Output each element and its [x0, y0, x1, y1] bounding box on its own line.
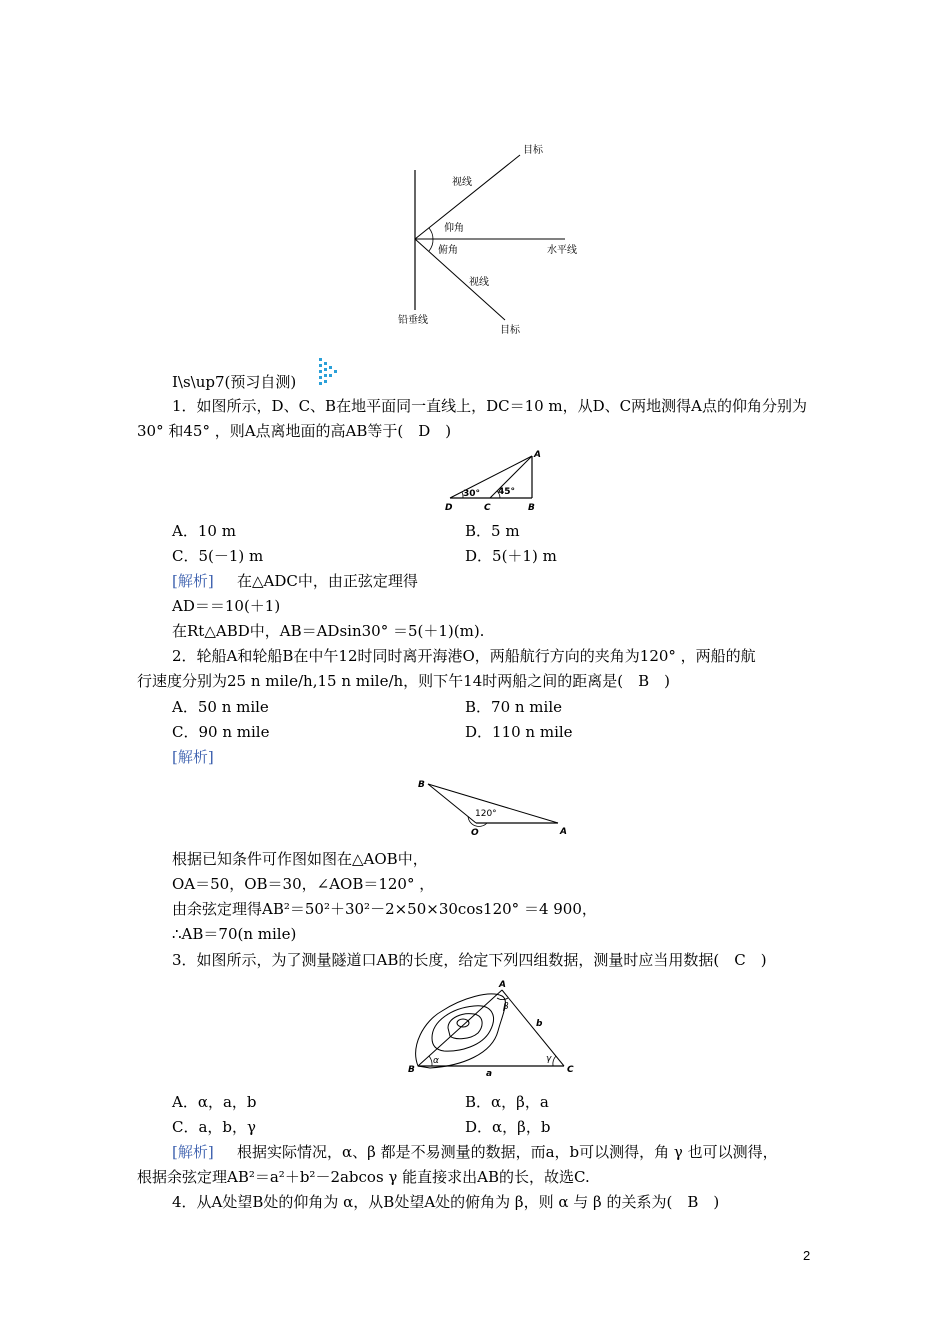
target-bottom-label: 目标	[500, 325, 520, 336]
q2-solution-line4: ∴AB＝70(n mile)	[172, 925, 297, 943]
arrow-icon	[317, 356, 341, 388]
q3-label-B: B	[408, 1065, 415, 1075]
q1-solution-line2: AD＝＝10(＋1)	[172, 597, 281, 615]
q2-label-O: O	[471, 828, 479, 838]
q3-solution-tag: [解析]	[172, 1143, 214, 1161]
q3-line1: 3．如图所示，为了测量隧道口AB的长度，给定下列四组数据，测量时应当用数据( C )	[172, 951, 767, 969]
q2-option-c: C．90 n mile	[172, 723, 270, 741]
q2-angle-120: 120°	[475, 809, 497, 819]
q2-solution-line1: 根据已知条件可作图如图在△AOB中，	[172, 850, 428, 868]
q1-option-c: C．5(－1) m	[172, 547, 264, 565]
q3-label-A: A	[499, 980, 506, 990]
sightline-bottom-label: 视线	[469, 277, 489, 288]
q1-angle-45: 45°	[498, 487, 516, 497]
q3-solution-line1: 根据实际情况，α、β 都是不易测量的数据，而a，b可以测得，角 γ 也可以测得，	[237, 1143, 778, 1161]
q3-label-gamma: γ	[546, 1054, 552, 1064]
q2-label-B: B	[418, 780, 425, 790]
q1-option-a: A．10 m	[172, 522, 236, 540]
q1-angle-30: 30°	[463, 489, 481, 499]
page-number: 2	[803, 1248, 811, 1263]
q4-line1: 4．从A处望B处的仰角为 α，从B处望A处的俯角为 β，则 α 与 β 的关系为( B )	[172, 1193, 720, 1211]
q2-option-b: B．70 n mile	[465, 698, 563, 716]
q3-option-d: D．α，β，b	[465, 1118, 551, 1136]
q3-option-b: B．α，β，a	[465, 1093, 549, 1111]
q1-solution-line1: 在△ADC中，由正弦定理得	[237, 572, 418, 590]
q2-label-A: A	[560, 827, 567, 837]
q1-option-b: B．5 m	[465, 522, 520, 540]
section-heading: I\s\up7(预习自测)	[172, 373, 297, 391]
q1-solution-tag: [解析]	[172, 572, 214, 590]
horizontal-line-label: 水平线	[547, 245, 577, 256]
q3-label-C: C	[567, 1065, 574, 1075]
q2-option-a: A．50 n mile	[172, 698, 269, 716]
q2-solution-line2: OA＝50，OB＝30，∠AOB＝120° ，	[172, 875, 435, 893]
q1-line1: 1．如图所示，D、C、B在地平面同一直线上，DC＝10 m，从D、C两地测得A点的仰角分别为	[172, 397, 807, 415]
q3-label-b: b	[536, 1019, 543, 1029]
q3-option-c: C．a，b，γ	[172, 1118, 256, 1136]
q3-option-a: A．α，a，b	[172, 1093, 257, 1111]
q1-figure	[440, 448, 550, 514]
q3-solution-line2: 根据余弦定理AB²＝a²＋b²－2abcos γ 能直接求出AB的长，故选C.	[137, 1168, 590, 1186]
q2-solution-tag: [解析]	[172, 748, 214, 766]
q3-label-a: a	[486, 1069, 493, 1079]
q2-option-d: D．110 n mile	[465, 723, 573, 741]
q1-solution-line3: 在Rt△ABD中，AB＝ADsin30° ＝5(＋1)(m).	[172, 622, 485, 640]
depression-angle-label: 俯角	[438, 245, 458, 256]
q1-option-d: D．5(＋1) m	[465, 547, 557, 565]
sightline-top-label: 视线	[452, 177, 472, 188]
sightline-figure	[380, 135, 600, 345]
q1-line2: 30° 和45° ，则A点离地面的高AB等于( D )	[137, 422, 452, 440]
target-top-label: 目标	[523, 145, 543, 156]
q2-line2: 行速度分别为25 n mile/h,15 n mile/h，则下午14时两船之间的距离是( B )	[137, 672, 670, 690]
q1-label-B: B	[528, 503, 535, 513]
plumb-line-label: 铅垂线	[398, 315, 428, 326]
elevation-angle-label: 仰角	[444, 223, 464, 234]
q1-label-C: C	[484, 503, 491, 513]
q3-label-beta: β	[503, 1002, 509, 1012]
q2-line1: 2．轮船A和轮船B在中午12时同时离开海港O，两船航行方向的夹角为120° ，两船的航	[172, 647, 756, 665]
q2-solution-line3: 由余弦定理得AB²＝50²＋30²－2×50×30cos120° ＝4 900，	[172, 900, 597, 918]
q3-label-alpha: α	[433, 1056, 439, 1066]
q1-label-A: A	[534, 450, 541, 460]
q3-figure	[402, 976, 582, 1080]
q1-label-D: D	[445, 503, 453, 513]
q2-figure	[410, 772, 580, 838]
